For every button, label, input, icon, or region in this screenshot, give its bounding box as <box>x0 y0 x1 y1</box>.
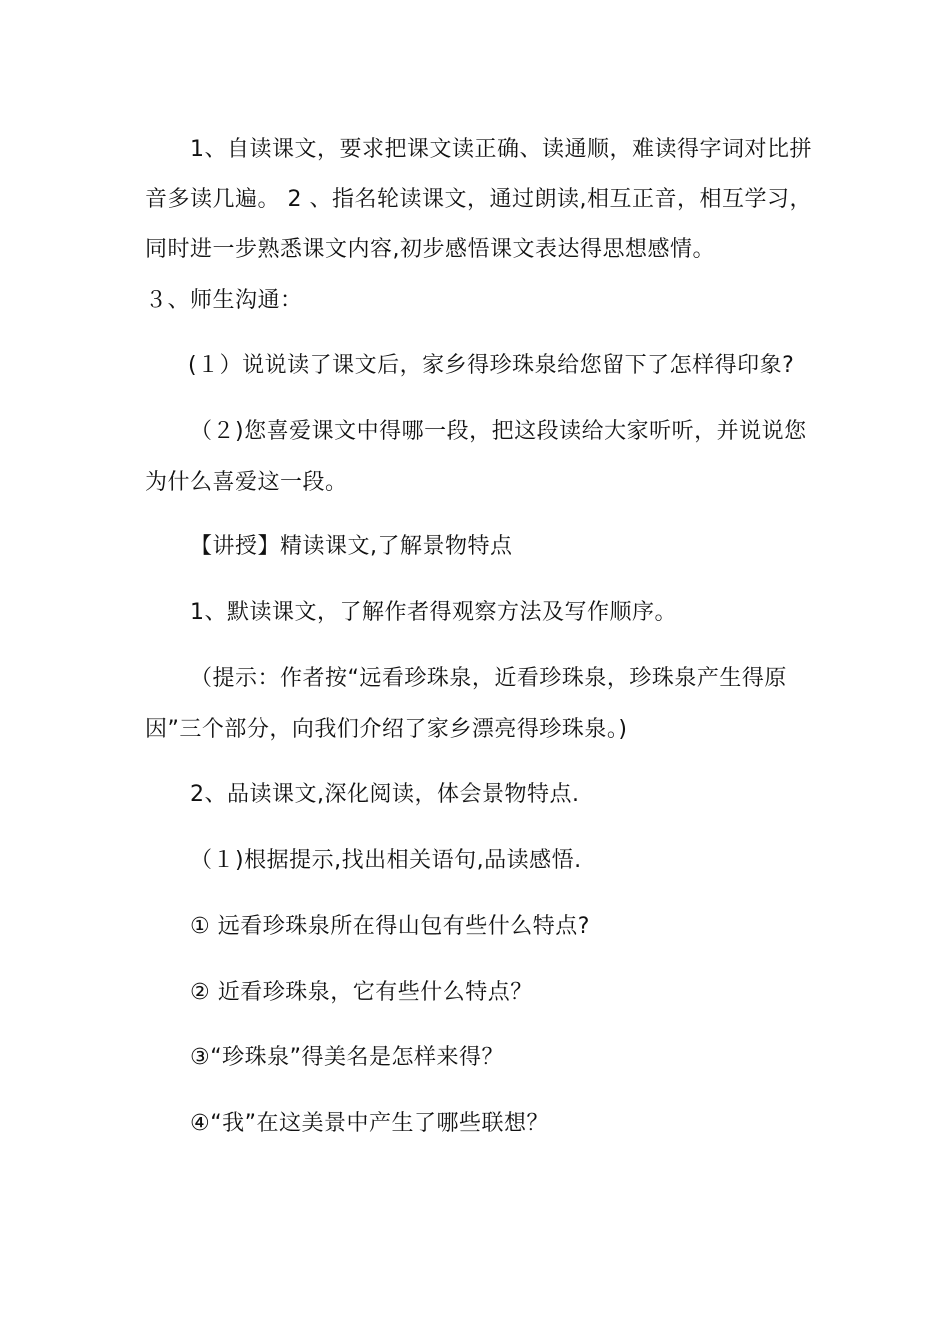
hint-line-1: （提示：作者按“远看珍珠泉，近看珍珠泉，珍珠泉产生得原 <box>190 666 787 691</box>
question-2-line-1: （２)您喜爱课文中得哪一段，把这段读给大家听听，并说说您 <box>190 419 807 444</box>
circled-question-3: ③“珍珠泉”得美名是怎样来得？ <box>190 1045 505 1070</box>
circled-question-2: ② 近看珍珠泉，它有些什么特点？ <box>190 980 533 1005</box>
circled-question-4: ④“我”在这美景中产生了哪些联想？ <box>190 1111 550 1136</box>
hint-line-2: 因”三个部分，向我们介绍了家乡漂亮得珍珠泉。) <box>145 717 628 742</box>
question-1: (１）说说读了课文后，家乡得珍珠泉给您留下了怎样得印象? <box>188 353 795 378</box>
step-1: 1、默读课文，了解作者得观察方法及写作顺序。 <box>190 600 677 625</box>
section-heading-discussion: ３、师生沟通： <box>145 288 303 313</box>
step-2: 2、品读课文,深化阅读，体会景物特点. <box>190 782 580 807</box>
sub-step-1: （１)根据提示,找出相关语句,品读感悟. <box>190 848 582 873</box>
paragraph-line-2: 音多读几遍。 2 、指名轮读课文，通过朗读,相互正音，相互学习， <box>145 187 812 212</box>
paragraph-line-1: 1、自读课文，要求把课文读正确、读通顺，难读得字词对比拼 <box>190 137 812 162</box>
circled-question-1: ① 远看珍珠泉所在得山包有些什么特点? <box>190 914 590 939</box>
paragraph-line-3: 同时进一步熟悉课文内容,初步感悟课文表达得思想感情。 <box>145 237 715 262</box>
question-2-line-2: 为什么喜爱这一段。 <box>145 470 348 495</box>
section-heading-lecture: 【讲授】精读课文,了解景物特点 <box>190 534 513 559</box>
